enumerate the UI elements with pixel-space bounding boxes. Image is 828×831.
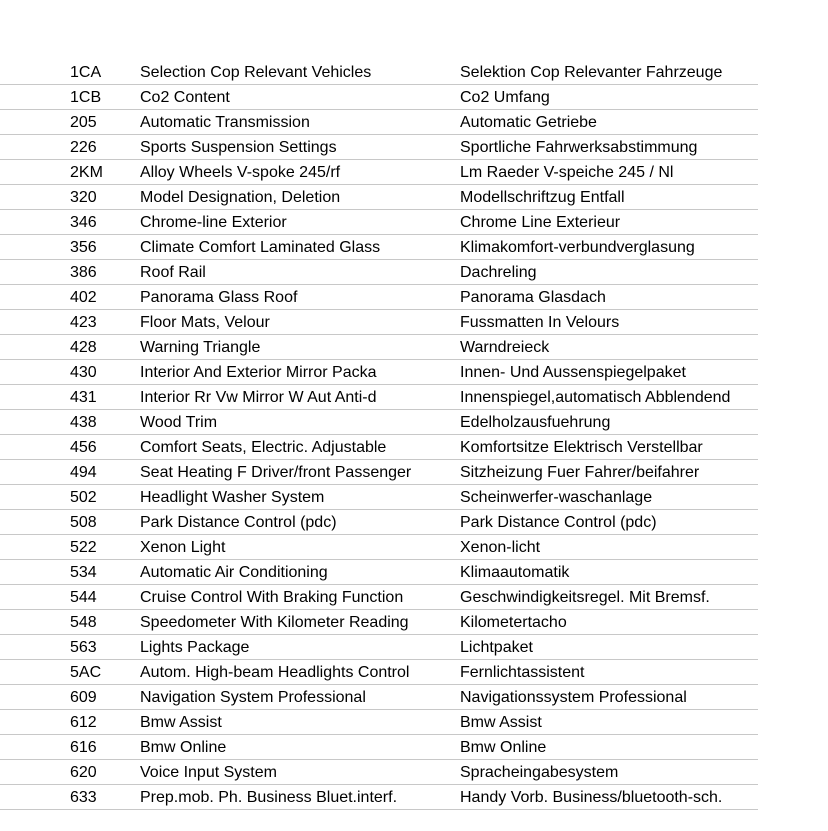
option-code: 226 — [70, 139, 97, 156]
option-description-german: Innenspiegel,automatisch Abblendend — [460, 389, 731, 406]
option-code: 502 — [70, 489, 97, 506]
option-description-english: Cruise Control With Braking Function — [140, 589, 404, 606]
option-description-english: Lights Package — [140, 639, 250, 656]
option-code: 430 — [70, 364, 97, 381]
option-description-german: Geschwindigkeitsregel. Mit Bremsf. — [460, 589, 710, 606]
option-row — [0, 535, 758, 560]
option-row — [0, 160, 758, 185]
option-row — [0, 585, 758, 610]
option-description-english: Alloy Wheels V-spoke 245/rf — [140, 164, 341, 181]
option-row — [0, 85, 758, 110]
option-description-german: Sitzheizung Fuer Fahrer/beifahrer — [460, 464, 700, 481]
option-description-english: Park Distance Control (pdc) — [140, 514, 337, 531]
option-description-english: Warning Triangle — [140, 339, 261, 356]
option-description-german: Klimakomfort-verbundverglasung — [460, 239, 695, 256]
option-description-english: Roof Rail — [140, 264, 206, 281]
option-description-english: Model Designation, Deletion — [140, 189, 341, 206]
option-description-english: Climate Comfort Laminated Glass — [140, 239, 381, 256]
option-code: 620 — [70, 764, 97, 781]
option-code: 508 — [70, 514, 97, 531]
option-row — [0, 760, 758, 785]
option-code: 346 — [70, 214, 97, 231]
option-description-german: Modellschriftzug Entfall — [460, 189, 625, 206]
option-code: 522 — [70, 539, 97, 556]
option-code: 616 — [70, 739, 97, 756]
option-row — [0, 260, 758, 285]
option-description-german: Handy Vorb. Business/bluetooth-sch. — [460, 789, 723, 806]
option-description-german: Dachreling — [460, 264, 537, 281]
option-description-german: Navigationssystem Professional — [460, 689, 687, 706]
option-code: 1CA — [70, 64, 102, 81]
option-description-english: Selection Cop Relevant Vehicles — [140, 64, 372, 81]
option-code: 428 — [70, 339, 97, 356]
option-description-german: Lm Raeder V-speiche 245 / Nl — [460, 164, 674, 181]
option-code: 386 — [70, 264, 97, 281]
option-description-german: Sportliche Fahrwerksabstimmung — [460, 139, 698, 156]
option-description-english: Xenon Light — [140, 539, 226, 556]
option-code: 1CB — [70, 89, 102, 106]
option-description-german: Bmw Assist — [460, 714, 542, 731]
option-description-german: Co2 Umfang — [460, 89, 550, 106]
option-code: 494 — [70, 464, 97, 481]
option-row — [0, 635, 758, 660]
option-description-german: Scheinwerfer-waschanlage — [460, 489, 653, 506]
option-description-german: Bmw Online — [460, 739, 547, 756]
option-description-german: Chrome Line Exterieur — [460, 214, 621, 231]
option-row — [0, 785, 758, 810]
option-description-english: Co2 Content — [140, 89, 230, 106]
option-description-english: Interior And Exterior Mirror Packa — [140, 364, 377, 381]
option-row — [0, 385, 758, 410]
option-description-english: Interior Rr Vw Mirror W Aut Anti-d — [140, 389, 377, 406]
option-row — [0, 735, 758, 760]
option-row — [0, 560, 758, 585]
option-row — [0, 460, 758, 485]
option-code: 544 — [70, 589, 97, 606]
option-code: 456 — [70, 439, 97, 456]
option-code: 563 — [70, 639, 97, 656]
option-row — [0, 610, 758, 635]
option-code: 612 — [70, 714, 97, 731]
option-description-english: Headlight Washer System — [140, 489, 325, 506]
option-row — [0, 135, 758, 160]
option-description-english: Autom. High-beam Headlights Control — [140, 664, 410, 681]
option-row — [0, 435, 758, 460]
option-description-german: Warndreieck — [460, 339, 550, 356]
option-code: 438 — [70, 414, 97, 431]
option-description-german: Innen- Und Aussenspiegelpaket — [460, 364, 686, 381]
option-description-english: Panorama Glass Roof — [140, 289, 298, 306]
option-description-german: Komfortsitze Elektrisch Verstellbar — [460, 439, 703, 456]
options-table — [0, 60, 758, 810]
option-row — [0, 185, 758, 210]
option-row — [0, 360, 758, 385]
option-description-german: Park Distance Control (pdc) — [460, 514, 657, 531]
option-code: 633 — [70, 789, 97, 806]
option-row — [0, 660, 758, 685]
option-description-english: Sports Suspension Settings — [140, 139, 337, 156]
option-description-english: Bmw Assist — [140, 714, 222, 731]
option-code: 320 — [70, 189, 97, 206]
option-description-english: Chrome-line Exterior — [140, 214, 287, 231]
option-code: 205 — [70, 114, 97, 131]
option-description-german: Panorama Glasdach — [460, 289, 606, 306]
option-code: 609 — [70, 689, 97, 706]
option-row — [0, 210, 758, 235]
option-description-german: Fussmatten In Velours — [460, 314, 620, 331]
option-row — [0, 710, 758, 735]
option-description-english: Bmw Online — [140, 739, 227, 756]
option-description-english: Prep.mob. Ph. Business Bluet.interf. — [140, 789, 398, 806]
option-description-english: Wood Trim — [140, 414, 218, 431]
option-row — [0, 510, 758, 535]
option-row — [0, 485, 758, 510]
option-row — [0, 285, 758, 310]
option-code: 356 — [70, 239, 97, 256]
option-description-german: Xenon-licht — [460, 539, 541, 556]
option-code: 5AC — [70, 664, 102, 681]
option-description-german: Automatic Getriebe — [460, 114, 597, 131]
option-row — [0, 310, 758, 335]
option-code: 431 — [70, 389, 97, 406]
option-description-english: Automatic Air Conditioning — [140, 564, 328, 581]
option-description-german: Lichtpaket — [460, 639, 533, 656]
option-description-german: Klimaautomatik — [460, 564, 570, 581]
option-description-german: Kilometertacho — [460, 614, 567, 631]
option-description-english: Comfort Seats, Electric. Adjustable — [140, 439, 387, 456]
option-code: 423 — [70, 314, 97, 331]
option-description-english: Seat Heating F Driver/front Passenger — [140, 464, 412, 481]
option-description-english: Navigation System Professional — [140, 689, 366, 706]
option-row — [0, 60, 758, 85]
option-description-english: Speedometer With Kilometer Reading — [140, 614, 409, 631]
option-description-german: Spracheingabesystem — [460, 764, 619, 781]
option-code: 534 — [70, 564, 97, 581]
option-code: 402 — [70, 289, 97, 306]
option-description-german: Selektion Cop Relevanter Fahrzeuge — [460, 64, 723, 81]
option-row — [0, 335, 758, 360]
option-row — [0, 110, 758, 135]
option-row — [0, 685, 758, 710]
option-row — [0, 410, 758, 435]
option-description-english: Voice Input System — [140, 764, 277, 781]
option-description-english: Floor Mats, Velour — [140, 314, 270, 331]
option-description-german: Fernlichtassistent — [460, 664, 585, 681]
option-row — [0, 235, 758, 260]
option-code: 548 — [70, 614, 97, 631]
option-code: 2KM — [70, 164, 103, 181]
option-description-english: Automatic Transmission — [140, 114, 310, 131]
option-description-german: Edelholzausfuehrung — [460, 414, 611, 431]
